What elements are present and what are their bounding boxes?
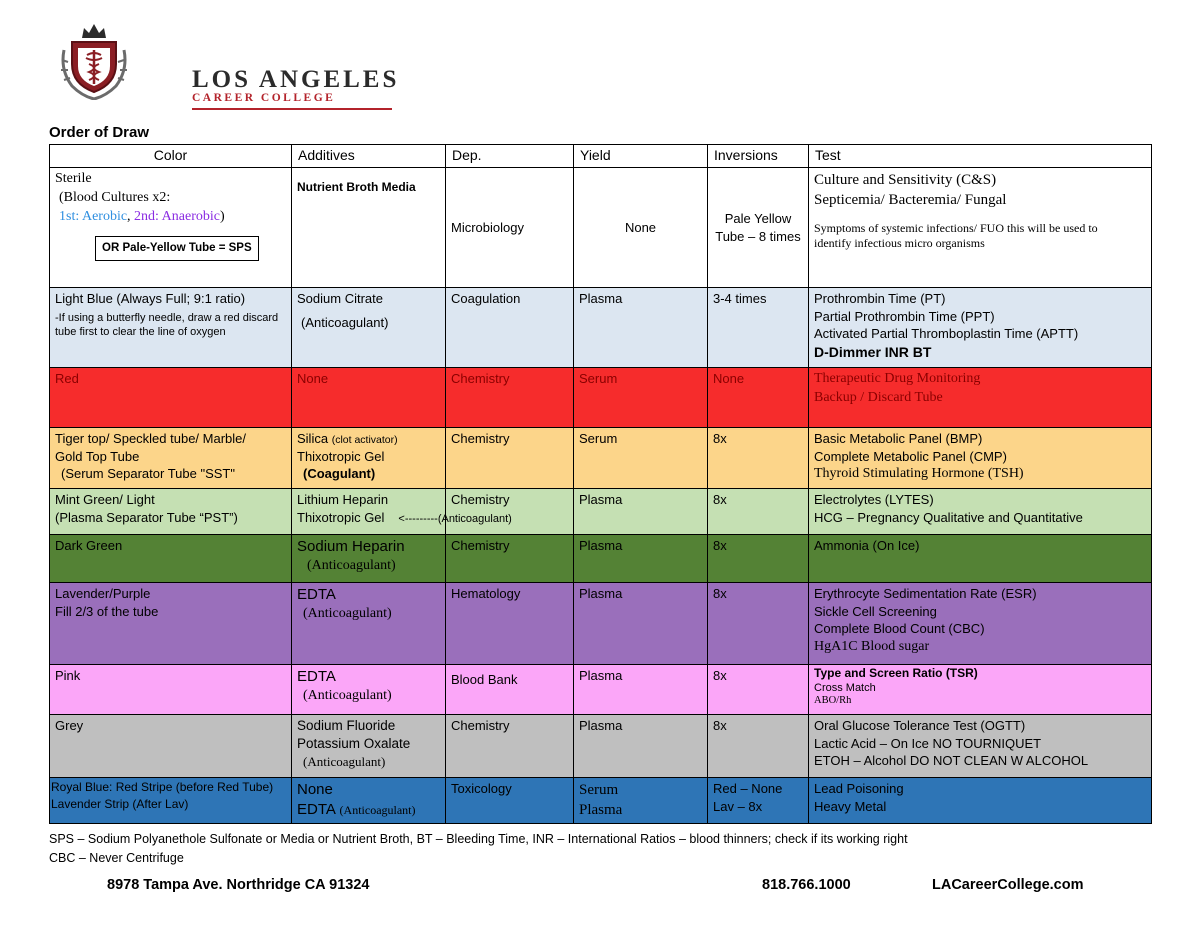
header-yield: Yield (574, 145, 708, 168)
test-item: Basic Metabolic Panel (BMP) (814, 431, 983, 446)
color-label: Royal Blue: Red Stripe (before Red Tube) Lavender Strip (After Lav) (51, 780, 274, 811)
test-item: Erythrocyte Sedimentation Rate (ESR) (814, 586, 1037, 601)
department: Chemistry (451, 718, 510, 733)
inversions: 8x (713, 431, 727, 446)
inversions: 3-4 times (713, 291, 767, 306)
test-item: Complete Blood Count (CBC) (814, 621, 985, 637)
test-item: HCG – Pregnancy Qualitative and Quantitative (814, 509, 1083, 525)
test-item: Heavy Metal (814, 798, 887, 814)
test-item: Cross Match (814, 681, 876, 694)
department: Chemistry (451, 431, 510, 446)
test-note: Symptoms of systemic infections/ FUO this will be used to identify infectious micro organisms (814, 220, 1098, 251)
additive-type: (Anticoagulant) (301, 314, 389, 330)
additive: Thixotropic Gel (297, 509, 385, 525)
additive: None (297, 781, 333, 798)
color-label: Mint Green/ Light (55, 492, 155, 507)
yield: Plasma (579, 586, 623, 601)
additive: EDTA (297, 586, 336, 603)
college-logo (58, 20, 400, 104)
table-row-royal-blue (50, 778, 1152, 824)
additive: Thixotropic Gel (297, 448, 385, 464)
yield: Plasma (579, 802, 623, 819)
additive: Sodium Heparin (297, 538, 405, 555)
anaerobic-label: 2nd: Anaerobic (134, 208, 220, 224)
additive-type: (Anticoagulant) (303, 688, 392, 704)
additive-note: (clot activator) (331, 434, 398, 446)
anticoagulant-arrow: <---------(Anticoagulant) (398, 512, 512, 525)
table-row-grey (50, 715, 1152, 778)
test-item: D-Dimmer INR BT (814, 343, 932, 360)
color-label: Pink (55, 668, 81, 683)
logo-divider (192, 108, 392, 110)
test-item: Activated Partial Thromboplastin Time (APTT) (814, 326, 1079, 342)
yield: Plasma (579, 538, 623, 553)
department: Blood Bank (451, 672, 518, 687)
test-item: Sickle Cell Screening (814, 603, 937, 619)
table-header-row (50, 145, 1152, 168)
header-additives: Additives (292, 145, 446, 168)
inversions: 8x (713, 538, 727, 553)
department: Chemistry (451, 538, 510, 553)
footer-website: LACareerCollege.com (932, 877, 1084, 893)
additive: EDTA (297, 801, 336, 819)
table-row-tiger-top (50, 428, 1152, 489)
department: Coagulation (451, 291, 521, 306)
additive: Sodium Fluoride (297, 718, 396, 733)
additive-type: (Anticoagulant) (307, 558, 396, 574)
header-dep: Dep. (446, 145, 574, 168)
footnote-cbc: CBC – Never Centrifuge (49, 850, 184, 865)
caduceus-shield-crest-icon (58, 20, 130, 100)
sps-box: OR Pale-Yellow Tube = SPS (95, 236, 259, 262)
header-color: Color (50, 145, 292, 168)
color-note: (Blood Cultures x2: (59, 189, 171, 205)
test-item: Prothrombin Time (PT) (814, 291, 946, 306)
test-item: Thyroid Stimulating Hormone (TSH) (814, 466, 1024, 482)
additive: Lithium Heparin (297, 492, 389, 507)
inversions: None (713, 371, 745, 386)
additive: Potassium Oxalate (297, 736, 411, 752)
yield: Plasma (579, 668, 623, 683)
color-note: (Plasma Separator Tube “PST”) (55, 509, 238, 525)
logo-subtitle: CAREER COLLEGE (192, 92, 336, 104)
color-label: Light Blue (Always Full; 9:1 ratio) (55, 291, 246, 306)
table-row-lavender (50, 583, 1152, 665)
test-item: Septicemia/ Bacteremia/ Fungal (814, 192, 1007, 209)
additive: Sodium Citrate (297, 291, 383, 306)
inversions: 8x (713, 718, 727, 733)
additive-type: (Coagulant) (303, 466, 376, 482)
test-item: Culture and Sensitivity (C&S) (814, 172, 997, 188)
test-item: Type and Screen Ratio (TSR) (814, 666, 978, 680)
inversions: 8x (713, 668, 727, 683)
color-label: Grey (55, 718, 84, 733)
test-item: Lactic Acid – On Ice NO TOURNIQUET (814, 735, 1042, 751)
inversions: 8x (713, 492, 727, 507)
footnote-abbreviations: SPS – Sodium Polyanethole Sulfonate or Media or Nutrient Broth, BT – Bleeding Time, INR – International Ratios – blood thinners; check if its working right (49, 832, 908, 846)
additive-type: (Anticoagulant) (339, 803, 416, 818)
footnotes (49, 830, 908, 868)
header-inversions: Inversions (708, 145, 809, 168)
test-item: Partial Prothrombin Time (PPT) (814, 308, 995, 324)
color-note: (Serum Separator Tube "SST" (61, 466, 235, 482)
test-item: Electrolytes (LYTES) (814, 492, 934, 507)
yield: Plasma (579, 291, 623, 306)
aerobic-label: 1st: Aerobic (59, 208, 128, 224)
additive: EDTA (297, 668, 336, 685)
test-item: Complete Metabolic Panel (CMP) (814, 448, 1007, 464)
header-test: Test (809, 145, 1152, 168)
color-note: Fill 2/3 of the tube (55, 603, 159, 619)
test-item: Lead Poisoning (814, 781, 904, 796)
color-label: Sterile (55, 171, 92, 186)
test-item: ABO/Rh (814, 695, 852, 707)
additive: Silica (297, 431, 329, 446)
yield: Serum (579, 371, 618, 386)
color-label: Tiger top/ Speckled tube/ Marble/ (55, 431, 247, 446)
test-item: Therapeutic Drug Monitoring (814, 371, 981, 386)
test-item: Ammonia (On Ice) (814, 538, 920, 553)
additive-type: (Anticoagulant) (303, 754, 386, 770)
footer-phone: 818.766.1000 (762, 877, 851, 893)
department: Toxicology (451, 781, 512, 796)
yield: None (624, 219, 657, 235)
yield: Plasma (579, 492, 623, 507)
test-item: Backup / Discard Tube (814, 389, 943, 405)
test-item: Oral Glucose Tolerance Test (OGTT) (814, 718, 1026, 733)
table-row-dark-green (50, 535, 1152, 583)
department: Microbiology (451, 219, 524, 235)
order-of-draw-table (49, 144, 1152, 824)
inversions: Red – None (713, 781, 783, 796)
department: Hematology (451, 586, 521, 601)
test-item: HgA1C Blood sugar (814, 638, 930, 654)
inversions: 8x (713, 586, 727, 601)
department: Chemistry (451, 492, 510, 507)
logo-title: LOS ANGELES (192, 66, 400, 93)
inversions: Pale Yellow Tube – 8 times (715, 210, 801, 244)
color-label: Lavender/Purple (55, 586, 151, 601)
yield: Serum (579, 431, 618, 446)
color-label: Gold Top Tube (55, 448, 140, 464)
color-label: Dark Green (55, 538, 123, 553)
inversions: Lav – 8x (713, 798, 763, 814)
test-item: ETOH – Alcohol DO NOT CLEAN W ALCOHOL (814, 753, 1089, 769)
page-title: Order of Draw (49, 124, 150, 141)
table-row-sterile (50, 168, 1152, 288)
table-row-pink (50, 665, 1152, 715)
separator: , (127, 208, 135, 224)
color-note: -If using a butterfly needle, draw a red discard tube first to clear the line of oxygen (55, 311, 279, 338)
closing-paren: ) (219, 208, 225, 224)
additive: None (297, 371, 329, 386)
table-row-red (50, 368, 1152, 428)
yield: Plasma (579, 718, 623, 733)
additive: Nutrient Broth Media (297, 180, 416, 194)
color-label: Red (55, 371, 79, 386)
footer-address: 8978 Tampa Ave. Northridge CA 91324 (107, 877, 370, 893)
additive-type: (Anticoagulant) (303, 606, 392, 622)
yield: Serum (579, 782, 619, 798)
table-row-mint-green (50, 489, 1152, 535)
department: Chemistry (451, 371, 510, 386)
table-row-light-blue (50, 288, 1152, 368)
